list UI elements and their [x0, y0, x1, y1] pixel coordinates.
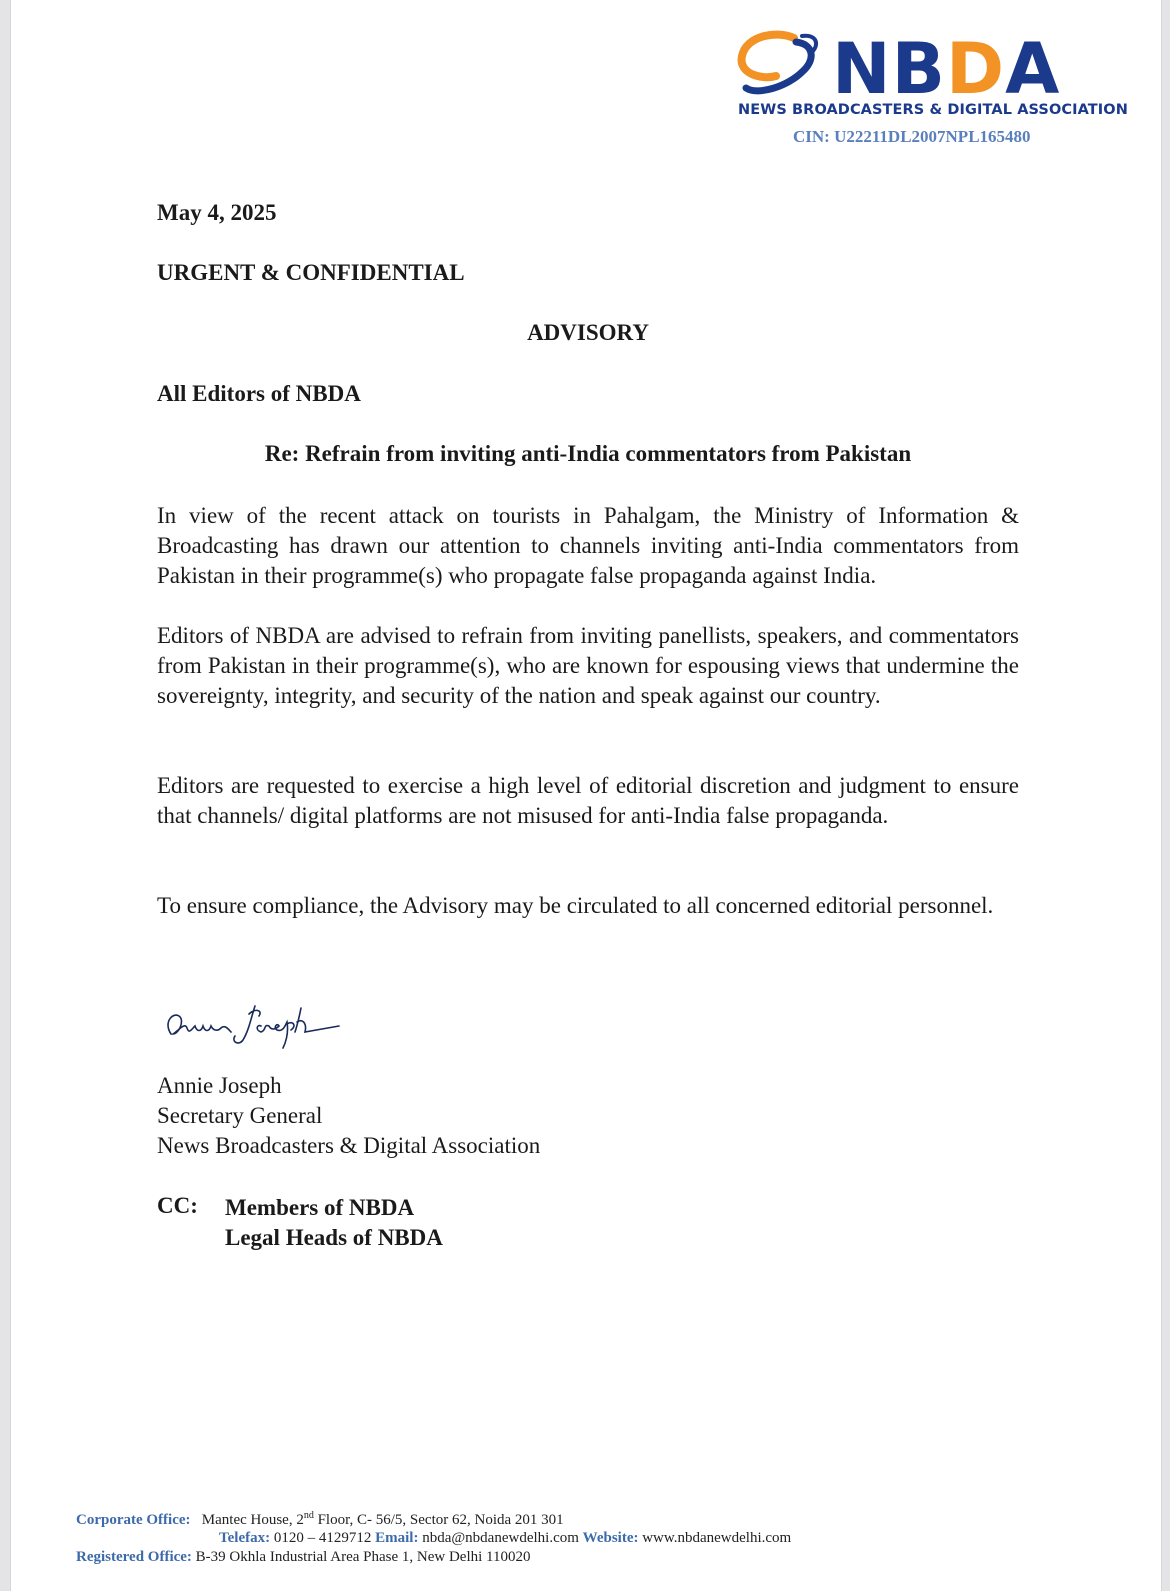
- cc-list: [225, 1193, 443, 1253]
- recipient: All Editors of NBDA: [157, 381, 361, 406]
- paragraph-4: To ensure compliance, the Advisory may be circulated to all concerned editorial personnel.: [157, 893, 994, 918]
- nbda-swirl-icon: [736, 30, 832, 100]
- paragraph-3: Editors are requested to exercise a high level of editorial discretion and judgment to ensure that channels/ digital platforms are not misused for anti-India false propaganda.: [157, 773, 1019, 828]
- registered-label: Registered Office:: [76, 1549, 192, 1565]
- corporate-address-part: Floor, C- 56/5, Sector 62, Noida 201 301: [313, 1512, 564, 1528]
- advisory-heading: ADVISORY: [527, 320, 649, 345]
- email-link[interactable]: nbda@nbdanewdelhi.com: [422, 1530, 579, 1546]
- signer-organization: News Broadcasters & Digital Association: [157, 1133, 541, 1158]
- logo-word-nb: NB: [832, 28, 946, 110]
- corporate-label: Corporate Office:: [76, 1512, 191, 1528]
- cin-number: CIN: U22211DL2007NPL165480: [793, 127, 1031, 146]
- cc-label: CC:: [157, 1193, 198, 1218]
- logo-subtitle: NEWS BROADCASTERS & DIGITAL ASSOCIATION: [738, 102, 1128, 118]
- footer-contacts: [219, 1530, 791, 1547]
- signer-title: Secretary General: [157, 1103, 323, 1128]
- website-label: Website:: [582, 1530, 639, 1546]
- subject-line: Re: Refrain from inviting anti-India commentators from Pakistan: [264, 441, 912, 466]
- footer-corporate: [76, 1510, 564, 1529]
- signer-name: Annie Joseph: [157, 1073, 282, 1098]
- logo-word-a: A: [1005, 28, 1061, 110]
- paragraph-1: In view of the recent attack on tourists in Pahalgam, the Ministry of Information & Broadcasting has drawn our attention to channels inviting anti-India commentators from Pakistan in their programme(s) who propagate false propaganda against India.: [157, 503, 1019, 588]
- telefax-value: 0120 – 4129712: [273, 1530, 372, 1546]
- logo-wordmark: [832, 28, 1061, 110]
- handwritten-signature: [159, 1000, 349, 1050]
- ordinal-suffix: nd: [303, 1510, 314, 1521]
- cc-item: Members of NBDA: [225, 1195, 415, 1220]
- classification: URGENT & CONFIDENTIAL: [157, 260, 465, 285]
- paragraph-2: Editors of NBDA are advised to refrain from inviting panellists, speakers, and commentators from Pakistan in their programme(s), who are known for espousing views that undermine the sovereignty, integrity, and security of the nation and speak against our country.: [157, 623, 1019, 708]
- cc-item: Legal Heads of NBDA: [225, 1225, 443, 1250]
- corporate-address-part: Mantec House, 2: [201, 1512, 304, 1528]
- letter-page: [10, 0, 1162, 1591]
- letter-date: May 4, 2025: [157, 200, 277, 225]
- email-label: Email:: [375, 1530, 419, 1546]
- corporate-address: [202, 1512, 564, 1528]
- telefax-label: Telefax:: [219, 1530, 271, 1546]
- website-link[interactable]: www.nbdanewdelhi.com: [642, 1530, 792, 1546]
- footer-registered: [76, 1549, 530, 1566]
- logo-word-d: D: [945, 28, 1006, 110]
- registered-address: B-39 Okhla Industrial Area Phase 1, New Delhi 110020: [195, 1549, 531, 1565]
